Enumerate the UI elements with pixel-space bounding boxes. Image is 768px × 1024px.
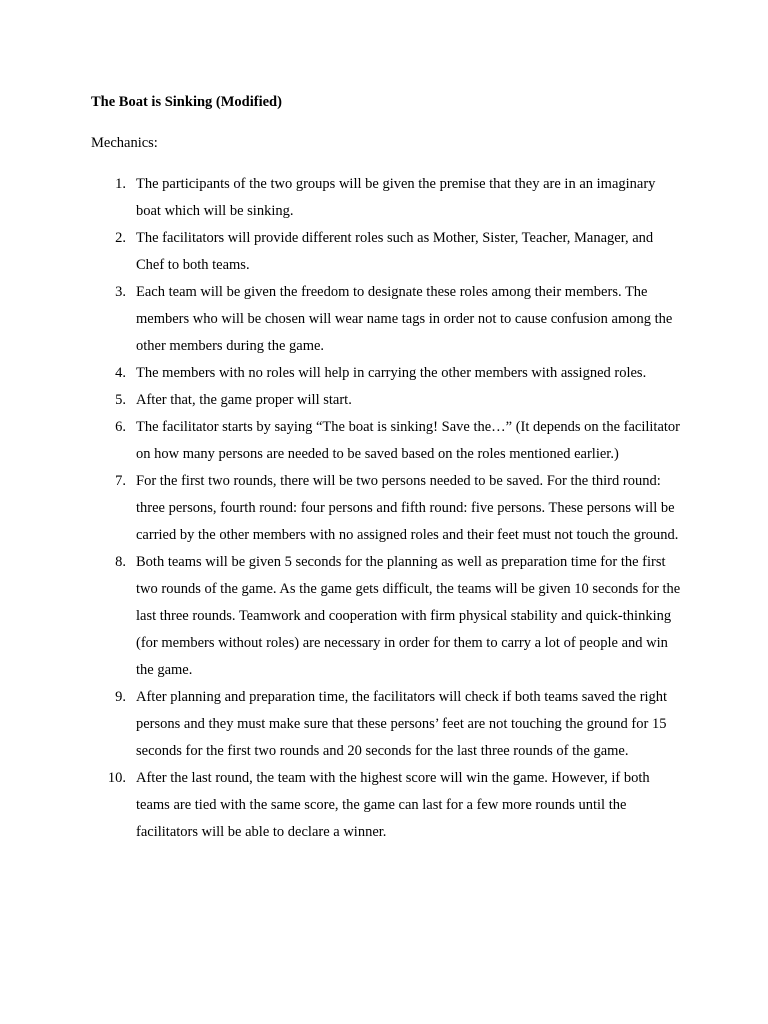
- section-heading: Mechanics:: [91, 135, 158, 151]
- list-item-text: The facilitator starts by saying “The boat is sinking! Save the…” (It depends on the facilitator on how many persons are needed to be saved based on the roles mentioned earlier.): [136, 419, 680, 462]
- list-item: [0, 684, 681, 765]
- list-item-number: 7.: [115, 473, 126, 489]
- list-item-number: 4.: [115, 365, 126, 381]
- list-item-number: 3.: [115, 284, 126, 300]
- list-item: [0, 225, 681, 279]
- list-item: [0, 468, 681, 549]
- list-item: [0, 279, 681, 360]
- list-item-text: Each team will be given the freedom to designate these roles among their members. The members who will be chosen will wear name tags in order not to cause confusion among the other members during the game.: [136, 284, 673, 354]
- list-item: [0, 360, 681, 387]
- list-item: [0, 414, 681, 468]
- list-item-text: After that, the game proper will start.: [136, 392, 352, 408]
- list-item-number: 8.: [115, 554, 126, 570]
- list-item-text: After planning and preparation time, the facilitators will check if both teams saved the right persons and they must make sure that these persons’ feet are not touching the ground for 15 seconds for the first two rounds and 20 seconds for the last three rounds of the game.: [136, 689, 668, 759]
- document-title: The Boat is Sinking (Modified): [91, 94, 282, 110]
- list-item: [0, 387, 681, 414]
- list-item-number: 2.: [115, 230, 126, 246]
- list-item-text: The participants of the two groups will be given the premise that they are in an imaginary boat which will be sinking.: [136, 176, 656, 219]
- list-item-number: 5.: [115, 392, 126, 408]
- mechanics-list: [0, 171, 768, 846]
- list-item-text: The members with no roles will help in carrying the other members with assigned roles.: [136, 365, 647, 381]
- list-item: [0, 765, 681, 846]
- list-item: [0, 549, 681, 684]
- list-item-text: The facilitators will provide different roles such as Mother, Sister, Teacher, Manager, and Chef to both teams.: [136, 230, 654, 273]
- list-item-text: After the last round, the team with the highest score will win the game. However, if both teams are tied with the same score, the game can last for a few more rounds until the facilitators will be able to declare a winner.: [136, 770, 650, 840]
- list-item-text: For the first two rounds, there will be two persons needed to be saved. For the third round: three persons, fourth round: four persons and fifth round: five persons. These persons will be carried by the other members with no assigned roles and their feet must not touch the ground.: [136, 473, 679, 543]
- list-item-number: 6.: [115, 419, 126, 435]
- list-item-number: 9.: [115, 689, 126, 705]
- list-item-number: 10.: [107, 770, 126, 786]
- list-item: [0, 171, 681, 225]
- list-item-number: 1.: [115, 176, 126, 192]
- list-item-text: Both teams will be given 5 seconds for the planning as well as preparation time for the first two rounds of the game. As the game gets difficult, the teams will be given 10 seconds for the last three rounds. Teamwork and cooperation with firm physical stability and quick-thinking (for members without roles) are necessary in order for them to carry a lot of people and win the game.: [136, 554, 681, 678]
